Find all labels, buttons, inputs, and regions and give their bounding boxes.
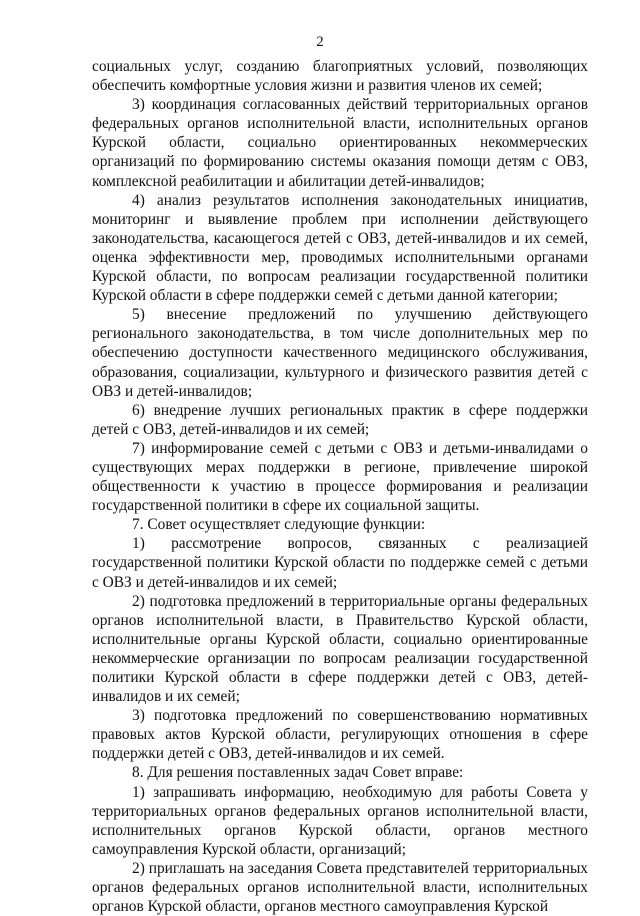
paragraph-continuation: социальных услуг, созданию благоприятных условий, позволяющих обеспечить комфортные условия жизни и развития членов их семей; xyxy=(92,58,588,95)
right-item-2: 2) приглашать на заседания Совета представителей территориальных органов федеральных органов исполнительной власти, исполнительных органов Курской области, органов местного самоуправления Курской xyxy=(92,859,588,916)
paragraph-item-6: 6) внедрение лучших региональных практик в сфере поддержки детей с ОВЗ, детей-инвалидов и их семей; xyxy=(92,401,588,438)
function-item-1: 1) рассмотрение вопросов, связанных с реализацией государственной политики Курской области по поддержке семей с детьми с ОВЗ и детей-инвалидов и их семей; xyxy=(92,535,588,591)
paragraph-item-7: 7) информирование семей с детьми с ОВЗ и детьми-инвалидами о существующих мерах поддержки в регионе, привлечение широкой общественности к участию в процессе формирования и реализации государственной политики в сфере их социальной защиты. xyxy=(92,439,588,515)
section-8-heading: 8. Для решения поставленных задач Совет вправе: xyxy=(132,764,464,782)
paragraph-item-4: 4) анализ результатов исполнения законодательных инициатив, мониторинг и выявление проблем при исполнении действующего законодательства, касающегося детей с ОВЗ, детей-инвалидов и их семей, оценка эффективности мер, проводимых исполнительными органами Курской области, по вопросам реализации государственной политики Курской области в сфере поддержки семей с детьми данной категории; xyxy=(92,191,588,305)
section-7-heading: 7. Совет осуществляет следующие функции: xyxy=(132,516,426,534)
function-item-3: 3) подготовка предложений по совершенствованию нормативных правовых актов Курской области, регулирующих отношения в сфере поддержки детей с ОВЗ, детей-инвалидов и их семей. xyxy=(92,707,588,763)
page-number: 2 xyxy=(316,34,324,50)
paragraph-item-3: 3) координация согласованных действий территориальных органов федеральных органов исполнительной власти, исполнительных органов Курской области, социально ориентированных некоммерческих организаций по формированию системы оказания помощи детям с ОВЗ, комплексной реабилитации и абилитации детей-инвалидов; xyxy=(92,96,588,190)
function-item-2: 2) подготовка предложений в территориальные органы федеральных органов исполнительной власти, в Правительство Курской области, исполнительные органы Курской области, социально ориентированные некоммерческие организации по вопросам реализации государственной политики Курской области в сфере поддержки детей с ОВЗ, детей-инвалидов и их семей; xyxy=(92,592,588,706)
paragraph-item-5: 5) внесение предложений по улучшению действующего регионального законодательства, в том числе дополнительных мер по обеспечению доступности качественного медицинского обслуживания, образования, социализации, культурного и физического развития детей с ОВЗ и детей-инвалидов; xyxy=(92,306,588,400)
right-item-1: 1) запрашивать информацию, необходимую для работы Совета у территориальных органов федеральных органов исполнительной власти, исполнительных органов Курской области, органов местного самоуправления Курской области, организаций; xyxy=(92,783,588,858)
